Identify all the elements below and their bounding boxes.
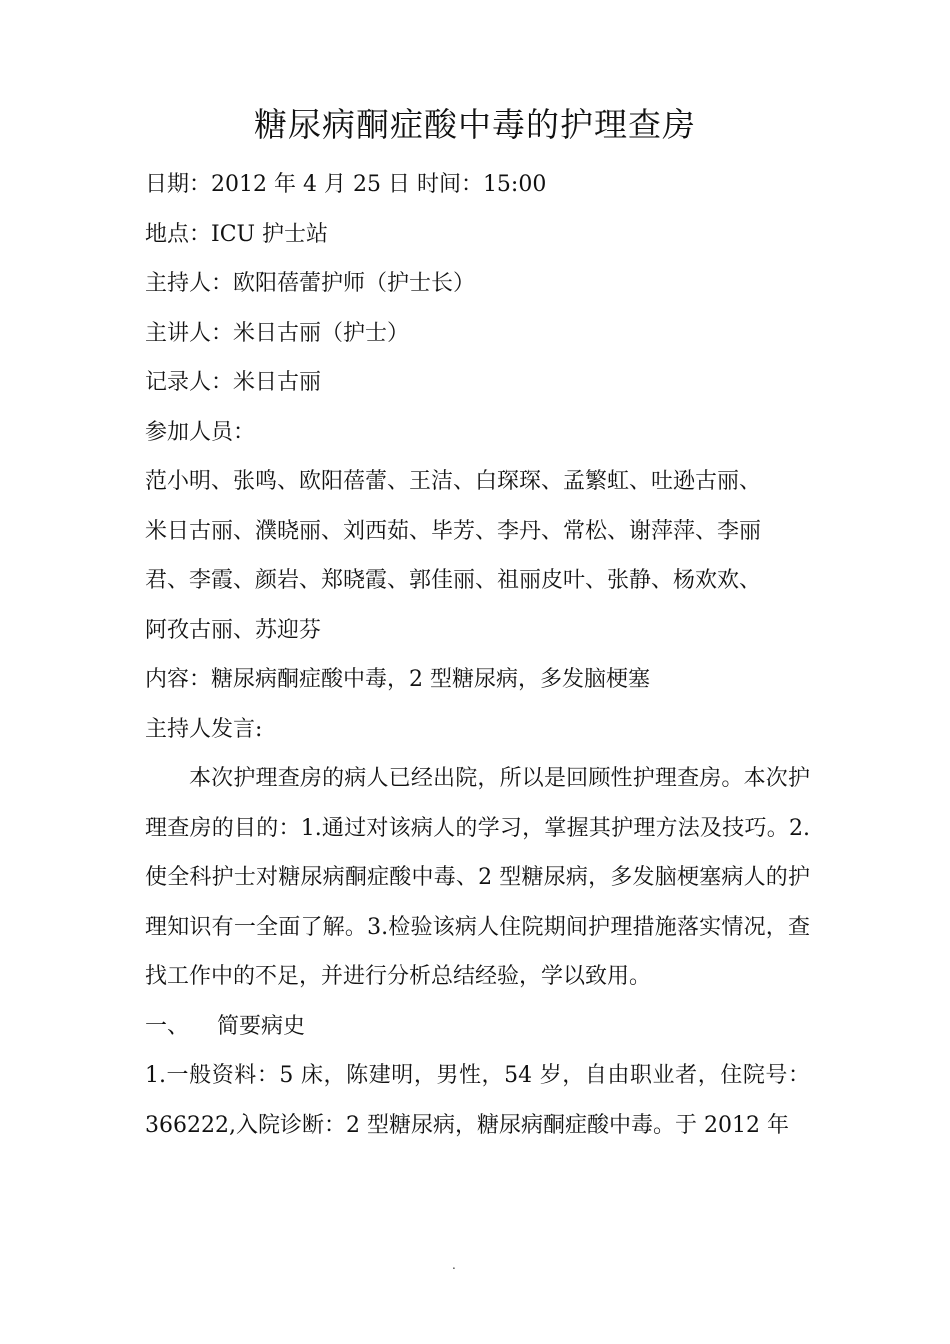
document-title: 糖尿病酮症酸中毒的护理查房 [254,105,696,144]
date-time-line: 日期：2012 年 4 月 25 日 时间：15:00 [145,172,547,197]
host-speech-label: 主持人发言: [145,716,263,742]
host-line: 主持人：欧阳蓓蕾护师（护士长） [145,271,476,296]
recorder-line: 记录人：米日古丽 [145,370,322,395]
general-info-paragraph: 1.一般资料：5 床，陈建明，男性，54 岁，自由职业者，住院号：366222,入院诊断：2 型糖尿病，糖尿病酮症酸中毒。于 2012 年 [145,1063,810,1138]
section-title: 简要病史 [217,1013,306,1039]
participants-line: 阿孜古丽、苏迎芬 [145,617,322,643]
participants-line: 范小明、张鸣、欧阳蓓蕾、王洁、白琛琛、孟繁虹、吐逊古丽、 [145,469,762,494]
intro-paragraph: 本次护理查房的病人已经出院，所以是回顾性护理查房。本次护理查房的目的：1.通过对该病人的学习，掌握其护理方法及技巧。2.使全科护士对糖尿病酮症酸中毒、2 型糖尿病，多发脑梗塞病人的护理知识有一全面了解。3.检验该病人住院期间护理措施落实情况，查找工作中的不足，并进行分析总结经验，学以致用。 [145,766,810,989]
content-line: 内容：糖尿病酮症酸中毒，2 型糖尿病，多发脑梗塞 [145,667,650,692]
participants-line: 君、李霞、颜岩、郑晓霞、郭佳丽、祖丽皮叶、张静、杨欢欢、 [145,568,762,593]
section-heading-history [145,1002,810,1052]
document-body [145,160,810,1150]
participants-line: 米日古丽、濮晓丽、刘西茹、毕芳、李丹、常松、谢萍萍、李丽 [145,518,762,544]
speaker-line: 主讲人：米日古丽（护士） [145,320,410,346]
location-line: 地点：ICU 护士站 [145,221,329,247]
participants-label: 参加人员： [145,419,256,445]
footer-mark: . [452,1258,456,1272]
section-number: 一、 [145,1013,190,1039]
